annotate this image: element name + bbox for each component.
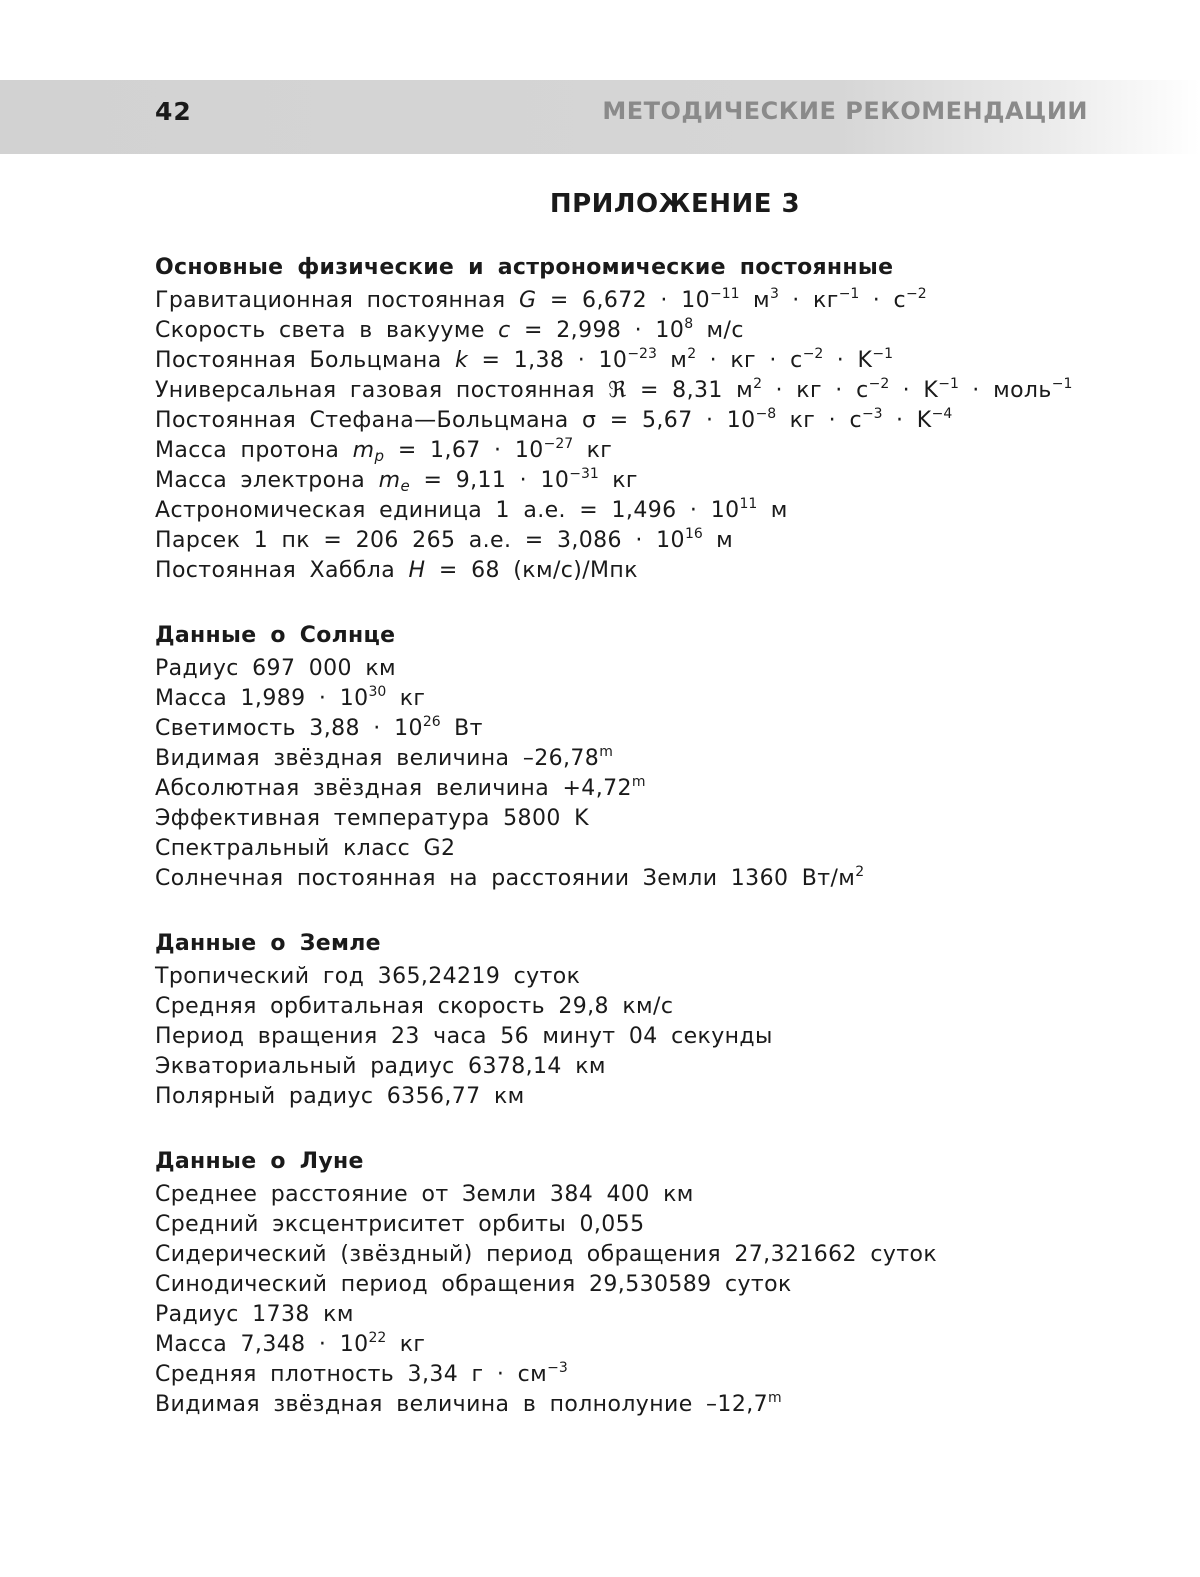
data-line: Период вращения 23 часа 56 минут 04 секунды [155, 1022, 1115, 1052]
data-line: Абсолютная звёздная величина +4,72m [155, 774, 1115, 804]
data-line: Масса 1,989 · 1030 кг [155, 684, 1115, 714]
data-line: Светимость 3,88 · 1026 Вт [155, 714, 1115, 744]
data-line: Средний эксцентриситет орбиты 0,055 [155, 1210, 1115, 1240]
data-line: Средняя плотность 3,34 г · см−3 [155, 1360, 1115, 1390]
page-content [155, 186, 1115, 1420]
data-line: Постоянная Хаббла H = 68 (км/с)/Мпк [155, 556, 1115, 586]
data-line: Тропический год 365,24219 суток [155, 962, 1115, 992]
data-line: Эффективная температура 5800 K [155, 804, 1115, 834]
data-line: Скорость света в вакууме c = 2,998 · 108 м/с [155, 316, 1115, 346]
data-line: Среднее расстояние от Земли 384 400 км [155, 1180, 1115, 1210]
section-heading: Данные о Солнце [155, 618, 1115, 654]
data-line: Универсальная газовая постоянная ℜ = 8,31 м2 · кг · с−2 · K−1 · моль−1 [155, 376, 1115, 406]
data-line: Видимая звёздная величина –26,78m [155, 744, 1115, 774]
section-sun [155, 618, 1115, 894]
data-line: Полярный радиус 6356,77 км [155, 1082, 1115, 1112]
data-line: Радиус 1738 км [155, 1300, 1115, 1330]
data-line: Средняя орбитальная скорость 29,8 км/с [155, 992, 1115, 1022]
page-number: 42 [155, 97, 192, 126]
section-earth [155, 926, 1115, 1112]
running-title: МЕТОДИЧЕСКИЕ РЕКОМЕНДАЦИИ [602, 97, 1088, 125]
data-line: Гравитационная постоянная G = 6,672 · 10−11 м3 · кг−1 · с−2 [155, 286, 1115, 316]
data-line: Солнечная постоянная на расстоянии Земли 1360 Вт/м2 [155, 864, 1115, 894]
data-line: Видимая звёздная величина в полнолуние –12,7m [155, 1390, 1115, 1420]
sections-container [155, 250, 1115, 1420]
section-heading: Основные физические и астрономические постоянные [155, 250, 1115, 286]
data-line: Парсек 1 пк = 206 265 а.е. = 3,086 · 1016 м [155, 526, 1115, 556]
section-moon [155, 1144, 1115, 1420]
data-line: Астрономическая единица 1 а.е. = 1,496 · 1011 м [155, 496, 1115, 526]
data-line: Масса электрона me = 9,11 · 10−31 кг [155, 466, 1115, 496]
section-constants [155, 250, 1115, 586]
appendix-title: ПРИЛОЖЕНИЕ 3 [325, 186, 1025, 222]
data-line: Спектральный класс G2 [155, 834, 1115, 864]
data-line: Радиус 697 000 км [155, 654, 1115, 684]
section-heading: Данные о Луне [155, 1144, 1115, 1180]
data-line: Постоянная Стефана—Больцмана σ = 5,67 · 10−8 кг · с−3 · K−4 [155, 406, 1115, 436]
data-line: Экваториальный радиус 6378,14 км [155, 1052, 1115, 1082]
data-line: Сидерический (звёздный) период обращения 27,321662 суток [155, 1240, 1115, 1270]
data-line: Масса 7,348 · 1022 кг [155, 1330, 1115, 1360]
section-heading: Данные о Земле [155, 926, 1115, 962]
data-line: Постоянная Больцмана k = 1,38 · 10−23 м2 · кг · с−2 · K−1 [155, 346, 1115, 376]
data-line: Масса протона mp = 1,67 · 10−27 кг [155, 436, 1115, 466]
data-line: Синодический период обращения 29,530589 суток [155, 1270, 1115, 1300]
